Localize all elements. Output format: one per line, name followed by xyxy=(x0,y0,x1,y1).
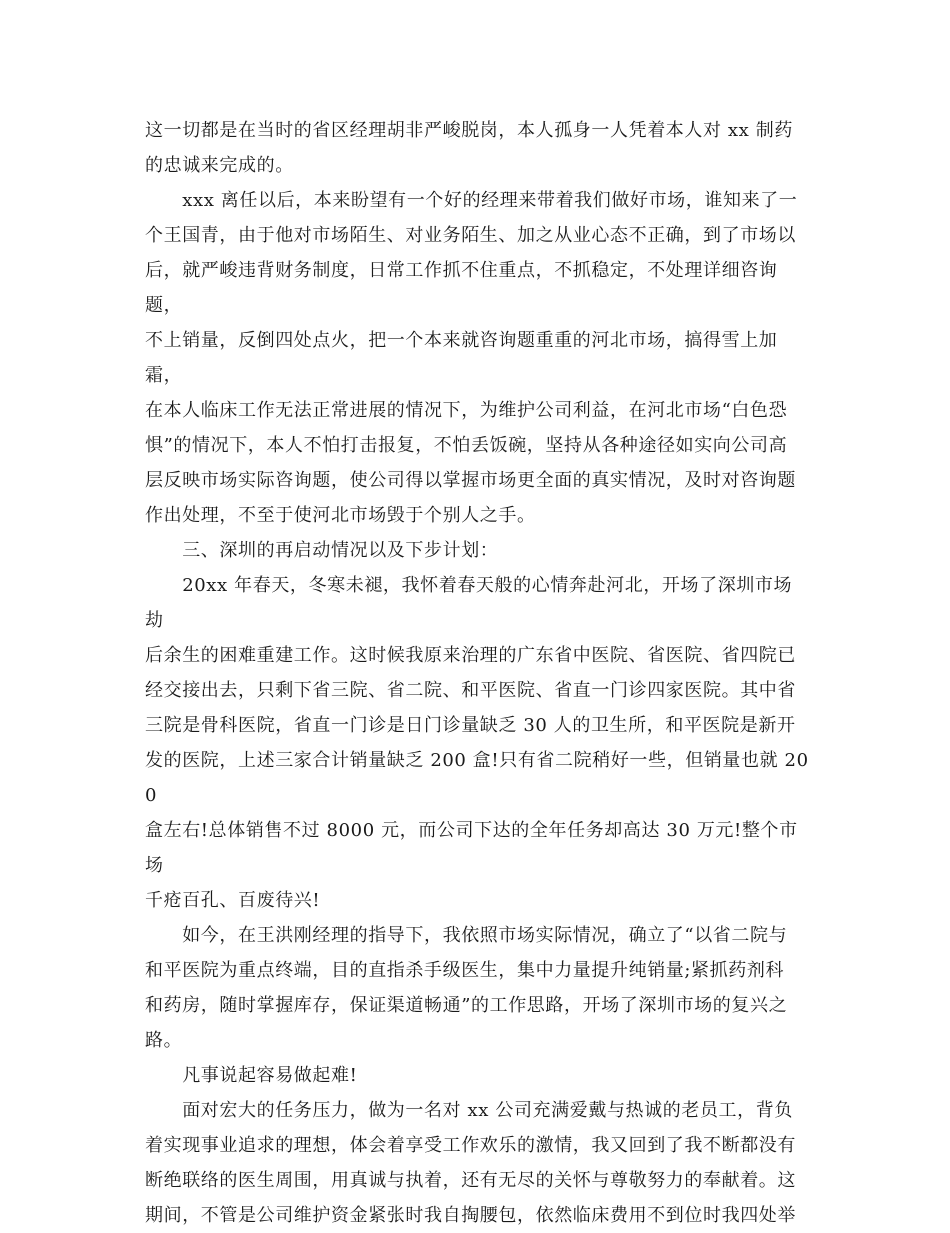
section-heading: 三、深圳的再启动情况以及下步计划： xyxy=(145,540,499,561)
document-body xyxy=(145,113,810,1233)
paragraph-6: 面对宏大的任务压力，做为一名对 xx 公司充满爱戴与热诚的老员工，背负 着实现事业追求的理想，体会着享受工作欢乐的激情，我又回到了我不断都没有 断绝联络的医生周围，用真诚与执着，还有无尽的关怀与尊敬努力的奉献着。这 期间，不管是公司维护资金紧张时我自掏腰包，依然临床费用不到位时我四处举 xyxy=(145,1100,796,1226)
paragraph-5: 凡事说起容易做起难! xyxy=(145,1065,358,1086)
paragraph-2: xxx 离任以后，本来盼望有一个好的经理来带着我们做好市场，谁知来了一 个王国青，由于他对市场陌生、对业务陌生、加之从业心态不正确，到了市场以 后，就严峻违背财务制度，日常工作抓不住重点，不抓稳定，不处理详细咨询题， 不上销量，反倒四处点火，把一个本来就咨询题重重的河北市场，搞得雪上加霜， 在本人临床工作无法正常进展的情况下，为维护公司利益，在河北市场“白色恐 惧”的情况下，本人不怕打击报复，不怕丢饭碗，坚持从各种途径如实向公司高 层反映市场实际咨询题，使公司得以掌握市场更全面的真实情况，及时对咨询题 作出处理，不至于使河北市场毁于个别人之手。 xyxy=(145,190,798,526)
paragraph-3: 20xx 年春天，冬寒未褪，我怀着春天般的心情奔赴河北，开场了深圳市场劫 后余生的困难重建工作。这时候我原来治理的广东省中医院、省医院、省四院已 经交接出去，只剩下省三院、省二院、和平医院、省直一门诊四家医院。其中省 三院是骨科医院，省直一门诊是日门诊量缺乏 30 人的卫生所，和平医院是新开 发的医院，上述三家合计销量缺乏 200 盒!只有省二院稍好一些，但销量也就 200 盒左右!总体销售不过 8000 元，而公司下达的全年任务却高达 30 万元!整个市场 千疮百孔、百废待兴! xyxy=(145,575,809,911)
paragraph-4: 如今，在王洪刚经理的指导下，我依照市场实际情况，确立了“以省二院与 和平医院为重点终端，目的直指杀手级医生，集中力量提升纯销量;紧抓药剂科 和药房，随时掌握库存，保证渠道畅通”的工作思路，开场了深圳市场的复兴之 路。 xyxy=(145,925,788,1051)
paragraph-1: 这一切都是在当时的省区经理胡非严峻脱岗，本人孤身一人凭着本人对 xx 制药 的忠诚来完成的。 xyxy=(145,120,793,176)
